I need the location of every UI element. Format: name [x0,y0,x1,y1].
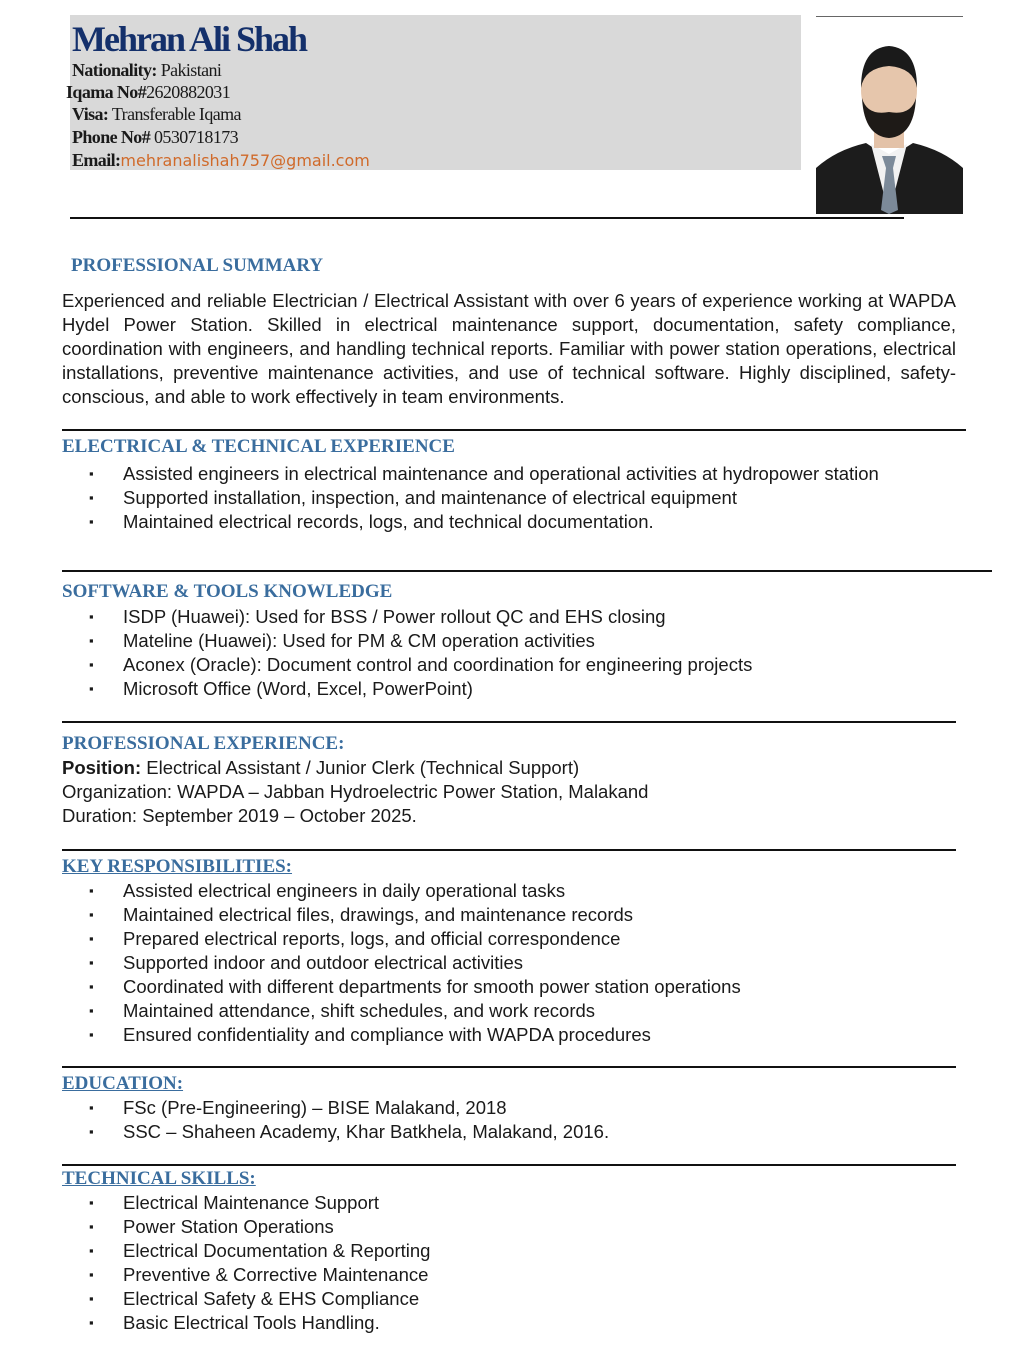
divider [62,570,992,572]
section-title-summary: PROFESSIONAL SUMMARY [71,255,324,276]
list-item: ▪ Supported installation, inspection, and maintenance of electrical equipment [62,486,956,510]
list-item: ▪ Electrical Maintenance Support [62,1191,956,1215]
label: Iqama No# [66,82,147,102]
list-item: ▪ Power Station Operations [62,1215,956,1239]
education-list [62,1096,956,1144]
divider [62,849,956,851]
value: Pakistani [160,60,222,80]
value: Electrical Assistant / Junior Clerk (Technical Support) [146,757,580,778]
skills-list [62,1191,956,1335]
list-item: ▪ Mateline (Huawei): Used for PM & CM operation activities [62,629,956,653]
list-item: ▪ ISDP (Huawei): Used for BSS / Power rollout QC and EHS closing [62,605,956,629]
organization: Organization: WAPDA – Jabban Hydroelectric Power Station, Malakand [62,781,649,802]
summary-text: Experienced and reliable Electrician / Electrical Assistant with over 6 years of experience working at WAPDA Hydel Power Station. Skilled in electrical maintenance support, documentation, safety compliance, coordination with engineers, and handling technical reports. Familiar with power station operations, electrical installations, preventive maintenance activities, and use of technical software. Highly disciplined, safety-conscious, and able to work effectively in team environments. [62,290,956,407]
divider [70,217,904,219]
list-item: ▪ Microsoft Office (Word, Excel, PowerPoint) [62,677,956,701]
value: Transferable Iqama [111,104,241,124]
section-title-education: EDUCATION: [62,1073,184,1094]
value: 2620882031 [146,82,231,102]
responsibilities-list [62,879,956,1047]
list-item: ▪ Electrical Documentation & Reporting [62,1239,956,1263]
label: Position: [62,757,142,778]
email [72,150,370,171]
list-item: ▪ Basic Electrical Tools Handling. [62,1311,956,1335]
position [62,756,579,780]
section-title-software: SOFTWARE & TOOLS KNOWLEDGE [62,581,393,602]
iqama [66,82,230,103]
section-title-experience: PROFESSIONAL EXPERIENCE: [62,733,345,754]
section-title-responsibilities: KEY RESPONSIBILITIES: [62,856,293,877]
software-list [62,605,956,701]
list-item: ▪ Supported indoor and outdoor electrical activities [62,951,956,975]
list-item: ▪ Preventive & Corrective Maintenance [62,1263,956,1287]
divider [816,16,963,17]
divider [62,721,956,723]
candidate-name: Mehran Ali Shah [72,19,307,59]
label: Nationality: [72,60,157,80]
electrical-list [62,462,956,534]
list-item: ▪ Prepared electrical reports, logs, and official correspondence [62,927,956,951]
value: 0530718173 [154,127,239,147]
label: Email: [72,150,121,170]
profile-photo [816,28,963,214]
divider [62,429,966,431]
visa [72,104,241,125]
list-item: ▪ Assisted electrical engineers in daily operational tasks [62,879,956,903]
list-item: ▪ Ensured confidentiality and compliance with WAPDA procedures [62,1023,956,1047]
section-title-electrical: ELECTRICAL & TECHNICAL EXPERIENCE [62,436,455,457]
list-item: ▪ Aconex (Oracle): Document control and coordination for engineering projects [62,653,956,677]
list-item: ▪ Maintained electrical records, logs, and technical documentation. [62,510,956,534]
label: Phone No# [72,127,151,147]
list-item: ▪ Coordinated with different departments for smooth power station operations [62,975,956,999]
divider [62,1164,956,1166]
duration: Duration: September 2019 – October 2025. [62,805,417,826]
label: Visa: [72,104,109,124]
list-item: ▪ Electrical Safety & EHS Compliance [62,1287,956,1311]
list-item: ▪ Maintained electrical files, drawings, and maintenance records [62,903,956,927]
list-item: ▪ SSC – Shaheen Academy, Khar Batkhela, Malakand, 2016. [62,1120,956,1144]
divider [62,1066,956,1068]
list-item: ▪ Maintained attendance, shift schedules, and work records [62,999,956,1023]
email-link[interactable]: mehranalishah757@gmail.com [120,151,370,170]
list-item: ▪ Assisted engineers in electrical maintenance and operational activities at hydropower station [62,462,956,486]
phone [72,127,238,148]
section-title-skills: TECHNICAL SKILLS: [62,1168,256,1189]
list-item: ▪ FSc (Pre-Engineering) – BISE Malakand, 2018 [62,1096,956,1120]
nationality [72,60,221,81]
